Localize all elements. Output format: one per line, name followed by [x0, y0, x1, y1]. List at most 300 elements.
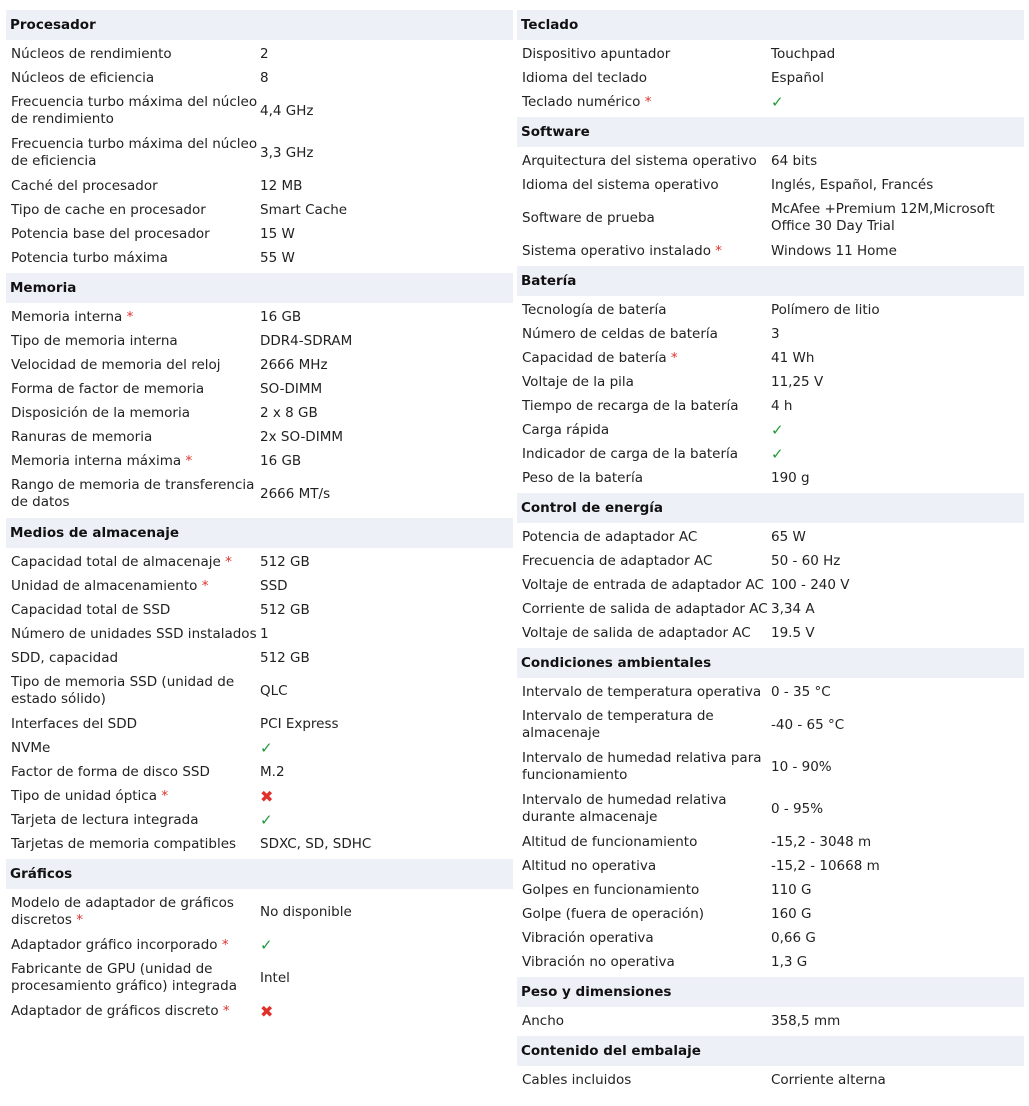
spec-rows [517, 40, 1024, 117]
spec-label-text: Tarjetas de memoria compatibles [11, 835, 237, 852]
spec-label-text: Intervalo de humedad relativa para funcionamiento [522, 750, 762, 783]
spec-row [6, 377, 513, 401]
left-column [6, 10, 513, 1026]
section-title: Contenido del embalaje [517, 1036, 1024, 1066]
spec-label [6, 178, 260, 195]
spec-row [517, 346, 1024, 370]
spec-row [6, 353, 513, 377]
spec-row [517, 149, 1024, 173]
spec-row [6, 222, 513, 246]
spec-value: 512 GB [260, 601, 310, 618]
spec-value: 50 - 60 Hz [771, 552, 841, 569]
spec-value: SSD [260, 577, 288, 594]
spec-value: 4,4 GHz [260, 102, 314, 119]
spec-row [6, 622, 513, 646]
spec-label-text: Tipo de memoria SSD (unidad de estado sólido) [11, 674, 235, 707]
spec-row [517, 680, 1024, 704]
spec-row [517, 1009, 1024, 1033]
spec-label-text: Núcleos de eficiencia [11, 69, 155, 86]
spec-row [6, 999, 513, 1023]
spec-label [6, 70, 260, 87]
spec-row [6, 832, 513, 856]
spec-label [517, 750, 771, 784]
spec-label [6, 477, 260, 511]
spec-label-text: Indicador de carga de la batería [522, 445, 739, 462]
spec-value: QLC [260, 682, 288, 699]
spec-row [517, 573, 1024, 597]
section-peso-y-dimensiones [517, 977, 1024, 1036]
spec-label [517, 553, 771, 570]
spec-value: Windows 11 Home [771, 242, 897, 259]
spec-row [6, 401, 513, 425]
spec-label [517, 302, 771, 319]
spec-row [517, 418, 1024, 442]
spec-label-text: Memoria interna [11, 308, 123, 325]
spec-value: 41 Wh [771, 349, 815, 366]
spec-value: No disponible [260, 903, 352, 920]
spec-value: 11,25 V [771, 373, 824, 390]
spec-label [517, 858, 771, 875]
spec-label-text: Sistema operativo instalado [522, 242, 711, 259]
spec-label-text: Voltaje de entrada de adaptador AC [522, 576, 764, 593]
spec-label [6, 895, 260, 929]
spec-row [517, 621, 1024, 645]
required-asterisk-icon: * [185, 452, 193, 469]
spec-label [6, 674, 260, 708]
spec-value: McAfee +Premium 12M,Microsoft Office 30 Day Trial [771, 201, 995, 234]
spec-label [517, 792, 771, 826]
spec-label [517, 70, 771, 87]
section-title: Software [517, 117, 1024, 147]
spec-label-text: Capacidad total de almacenaje [11, 553, 221, 570]
spec-row [517, 322, 1024, 346]
spec-label-text: Corriente de salida de adaptador AC [522, 600, 768, 617]
spec-value: 512 GB [260, 649, 310, 666]
spec-label-text: NVMe [11, 739, 51, 756]
spec-label [517, 326, 771, 343]
spec-row [6, 736, 513, 760]
spec-value: Touchpad [771, 45, 836, 62]
spec-value: 2 [260, 45, 269, 62]
spec-label-text: Interfaces del SDD [11, 715, 138, 732]
spec-label-text: Frecuencia turbo máxima del núcleo de eficiencia [11, 136, 258, 169]
spec-value: 1,3 G [771, 953, 808, 970]
required-asterisk-icon: * [670, 349, 678, 366]
spec-value: Polímero de litio [771, 301, 880, 318]
section-title: Condiciones ambientales [517, 648, 1024, 678]
spec-label-text: Potencia turbo máxima [11, 249, 168, 266]
spec-value: 190 g [771, 469, 810, 486]
spec-label [517, 577, 771, 594]
spec-label [517, 625, 771, 642]
spec-label-text: Intervalo de humedad relativa durante almacenaje [522, 792, 727, 825]
spec-row [6, 670, 513, 712]
spec-row [517, 90, 1024, 114]
spec-row [517, 66, 1024, 90]
spec-value: 19.5 V [771, 624, 815, 641]
section-condiciones-ambientales [517, 648, 1024, 977]
spec-row [6, 760, 513, 784]
spec-row [517, 466, 1024, 490]
spec-label-text: Frecuencia de adaptador AC [522, 552, 713, 569]
spec-label [6, 202, 260, 219]
spec-label [6, 429, 260, 446]
section-contenido-del-embalaje [517, 1036, 1024, 1095]
spec-label-text: Adaptador de gráficos discreto [11, 1002, 219, 1019]
spec-label-text: Potencia de adaptador AC [522, 528, 698, 545]
spec-row [6, 712, 513, 736]
spec-label [517, 684, 771, 701]
spec-value: 10 - 90% [771, 758, 832, 775]
spec-label-text: Número de unidades SSD instalados [11, 625, 257, 642]
spec-label [6, 740, 260, 757]
spec-label-text: Disposición de la memoria [11, 404, 190, 421]
spec-value: 0 - 35 °C [771, 683, 831, 700]
required-asterisk-icon: * [201, 577, 209, 594]
spec-value: 2 x 8 GB [260, 404, 318, 421]
required-asterisk-icon: * [126, 308, 134, 325]
spec-label-text: Voltaje de la pila [522, 373, 634, 390]
spec-rows [6, 889, 513, 1026]
spec-label-text: Altitud de funcionamiento [522, 833, 698, 850]
spec-label-text: Núcleos de rendimiento [11, 45, 172, 62]
spec-value: M.2 [260, 763, 285, 780]
spec-label-text: Vibración operativa [522, 929, 654, 946]
spec-value: Español [771, 69, 824, 86]
spec-label-text: Modelo de adaptador de gráficos discretos [11, 895, 234, 928]
spec-value: 8 [260, 69, 269, 86]
spec-row [517, 854, 1024, 878]
spec-row [6, 174, 513, 198]
spec-label-text: Tipo de memoria interna [11, 332, 178, 349]
spec-label-text: Intervalo de temperatura operativa [522, 683, 762, 700]
spec-rows [6, 548, 513, 859]
spec-value: Intel [260, 969, 290, 986]
spec-row [517, 549, 1024, 573]
spec-row [517, 950, 1024, 974]
spec-label-text: Altitud no operativa [522, 857, 657, 874]
required-asterisk-icon: * [221, 936, 229, 953]
spec-label [6, 788, 260, 805]
spec-label-text: Frecuencia turbo máxima del núcleo de rendimiento [11, 94, 258, 127]
spec-row [517, 370, 1024, 394]
spec-row [6, 574, 513, 598]
spec-label [6, 716, 260, 733]
spec-label [6, 1003, 260, 1020]
spec-label [517, 529, 771, 546]
spec-label [517, 210, 771, 227]
spec-label-text: Golpe (fuera de operación) [522, 905, 705, 922]
spec-label-text: Ancho [522, 1012, 565, 1029]
check-icon: ✓ [260, 810, 273, 829]
spec-value: SO-DIMM [260, 380, 323, 397]
spec-row [6, 305, 513, 329]
spec-row [517, 298, 1024, 322]
spec-row [517, 173, 1024, 197]
spec-label [517, 708, 771, 742]
spec-label [517, 422, 771, 439]
spec-row [6, 42, 513, 66]
spec-row [517, 525, 1024, 549]
section-graficos [6, 859, 513, 1026]
section-medios-de-almacenaje [6, 518, 513, 859]
spec-row [517, 239, 1024, 263]
spec-label-text: Unidad de almacenamiento [11, 577, 198, 594]
spec-label [6, 94, 260, 128]
spec-label-text: Tiempo de recarga de la batería [522, 397, 739, 414]
spec-value: 0,66 G [771, 929, 816, 946]
spec-value: 1 [260, 625, 269, 642]
spec-value: PCI Express [260, 715, 339, 732]
right-column [517, 10, 1024, 1095]
check-icon: ✓ [260, 935, 273, 954]
spec-row [6, 891, 513, 933]
spec-value: 0 - 95% [771, 800, 824, 817]
spec-label-text: Potencia base del procesador [11, 225, 210, 242]
spec-row [6, 329, 513, 353]
spec-value: Smart Cache [260, 201, 348, 218]
spec-value: 16 GB [260, 308, 302, 325]
spec-label-text: Vibración no operativa [522, 953, 675, 970]
spec-label [517, 177, 771, 194]
spec-value: -15,2 - 3048 m [771, 833, 872, 850]
spec-label-text: Fabricante de GPU (unidad de procesamiento gráfico) integrada [11, 961, 237, 994]
section-title: Medios de almacenaje [6, 518, 513, 548]
spec-label [517, 906, 771, 923]
spec-label [517, 94, 771, 111]
spec-row [6, 246, 513, 270]
section-title: Gráficos [6, 859, 513, 889]
required-asterisk-icon: * [222, 1002, 230, 1019]
spec-label [6, 250, 260, 267]
spec-row [6, 473, 513, 515]
spec-label [517, 834, 771, 851]
spec-value: -40 - 65 °C [771, 716, 845, 733]
spec-label-text: Velocidad de memoria del reloj [11, 356, 221, 373]
spec-label [6, 46, 260, 63]
spec-row [6, 646, 513, 670]
spec-label-text: Ranuras de memoria [11, 428, 153, 445]
spec-label [6, 626, 260, 643]
section-title: Batería [517, 266, 1024, 296]
spec-value: 512 GB [260, 553, 310, 570]
spec-row [6, 933, 513, 957]
spec-rows [6, 303, 513, 518]
spec-label-text: Idioma del teclado [522, 69, 648, 86]
spec-label-text: Arquitectura del sistema operativo [522, 152, 757, 169]
spec-row [517, 394, 1024, 418]
spec-label [517, 954, 771, 971]
spec-label-text: Tipo de cache en procesador [11, 201, 206, 218]
spec-label [517, 470, 771, 487]
spec-label [6, 333, 260, 350]
spec-label [6, 453, 260, 470]
spec-value: 55 W [260, 249, 295, 266]
spec-label [6, 650, 260, 667]
spec-row [517, 878, 1024, 902]
spec-label [6, 554, 260, 571]
required-asterisk-icon: * [161, 787, 169, 804]
spec-label-text: Número de celdas de batería [522, 325, 718, 342]
spec-value: 2666 MT/s [260, 485, 331, 502]
spec-value: DDR4-SDRAM [260, 332, 353, 349]
spec-row [6, 132, 513, 174]
spec-label [517, 882, 771, 899]
spec-label [517, 398, 771, 415]
spec-label-text: Peso de la batería [522, 469, 644, 486]
spec-label [6, 357, 260, 374]
spec-row [6, 449, 513, 473]
spec-value: 3 [771, 325, 780, 342]
spec-row [6, 784, 513, 808]
spec-value: 64 bits [771, 152, 818, 169]
spec-label [517, 1013, 771, 1030]
spec-label [6, 836, 260, 853]
spec-label [6, 764, 260, 781]
section-teclado [517, 10, 1024, 117]
spec-row [6, 550, 513, 574]
spec-value: 358,5 mm [771, 1012, 841, 1029]
spec-row [6, 198, 513, 222]
spec-label-text: Carga rápida [522, 421, 610, 438]
required-asterisk-icon: * [76, 912, 83, 928]
spec-label-text: Factor de forma de disco SSD [11, 763, 210, 780]
spec-rows [517, 523, 1024, 648]
section-memoria [6, 273, 513, 518]
section-title: Procesador [6, 10, 513, 40]
check-icon: ✓ [771, 420, 784, 439]
spec-label-text: Intervalo de temperatura de almacenaje [522, 708, 714, 741]
spec-rows [517, 1066, 1024, 1095]
section-title: Control de energía [517, 493, 1024, 523]
spec-row [517, 197, 1024, 239]
spec-label [517, 153, 771, 170]
spec-row [517, 704, 1024, 746]
cross-icon: ✖ [260, 1001, 274, 1021]
spec-label-text: Capacidad de batería [522, 349, 667, 366]
spec-rows [517, 678, 1024, 977]
spec-label-text: Dispositivo apuntador [522, 45, 671, 62]
spec-row [517, 830, 1024, 854]
spec-value: Corriente alterna [771, 1071, 886, 1088]
spec-value: -15,2 - 10668 m [771, 857, 880, 874]
spec-label [517, 930, 771, 947]
section-procesador [6, 10, 513, 273]
spec-label-text: Teclado numérico [522, 93, 641, 110]
spec-label-text: SDD, capacidad [11, 649, 119, 666]
spec-label [6, 812, 260, 829]
spec-row [6, 598, 513, 622]
spec-value: 160 G [771, 905, 812, 922]
spec-value: 3,3 GHz [260, 144, 314, 161]
spec-value: 65 W [771, 528, 806, 545]
spec-row [6, 808, 513, 832]
spec-label [517, 374, 771, 391]
spec-value: SDXC, SD, SDHC [260, 835, 372, 852]
spec-label [6, 309, 260, 326]
spec-row [517, 442, 1024, 466]
spec-label-text: Tipo de unidad óptica [11, 787, 158, 804]
spec-label-text: Rango de memoria de transferencia de datos [11, 477, 255, 510]
spec-value: 12 MB [260, 177, 303, 194]
spec-label [6, 578, 260, 595]
spec-row [6, 957, 513, 999]
spec-label [517, 243, 771, 260]
spec-label [6, 937, 260, 954]
spec-value: 15 W [260, 225, 295, 242]
spec-row [517, 746, 1024, 788]
spec-value: 16 GB [260, 452, 302, 469]
required-asterisk-icon: * [644, 93, 652, 110]
spec-row [517, 926, 1024, 950]
section-software [517, 117, 1024, 266]
spec-value: 100 - 240 V [771, 576, 850, 593]
spec-label-text: Software de prueba [522, 209, 655, 226]
spec-label-text: Forma de factor de memoria [11, 380, 205, 397]
spec-label [6, 226, 260, 243]
spec-label [517, 350, 771, 367]
spec-label [517, 46, 771, 63]
spec-label-text: Idioma del sistema operativo [522, 176, 719, 193]
spec-rows [517, 296, 1024, 493]
cross-icon: ✖ [260, 786, 274, 806]
spec-row [517, 42, 1024, 66]
required-asterisk-icon: * [225, 553, 232, 570]
spec-value: 110 G [771, 881, 812, 898]
check-icon: ✓ [260, 738, 273, 757]
check-icon: ✓ [771, 444, 784, 463]
spec-label-text: Capacidad total de SSD [11, 601, 171, 618]
spec-value: Inglés, Español, Francés [771, 176, 934, 193]
spec-row [517, 902, 1024, 926]
spec-label-text: Golpes en funcionamiento [522, 881, 700, 898]
spec-row [517, 597, 1024, 621]
spec-rows [517, 147, 1024, 266]
section-title: Teclado [517, 10, 1024, 40]
spec-label-text: Caché del procesador [11, 177, 158, 194]
section-title: Memoria [6, 273, 513, 303]
spec-label-text: Cables incluidos [522, 1071, 632, 1088]
spec-row [6, 425, 513, 449]
spec-label-text: Memoria interna máxima [11, 452, 182, 469]
spec-label [6, 961, 260, 995]
spec-label-text: Voltaje de salida de adaptador AC [522, 624, 751, 641]
check-icon: ✓ [771, 92, 784, 111]
spec-label-text: Tarjeta de lectura integrada [11, 811, 199, 828]
spec-label [517, 601, 771, 618]
spec-label [6, 381, 260, 398]
spec-rows [517, 1007, 1024, 1036]
spec-value: 3,34 A [771, 600, 815, 617]
spec-label [517, 1072, 771, 1089]
spec-label-text: Tecnología de batería [522, 301, 667, 318]
spec-rows [6, 40, 513, 273]
spec-label-text: Adaptador gráfico incorporado [11, 936, 218, 953]
spec-label [517, 446, 771, 463]
spec-value: 4 h [771, 397, 793, 414]
section-title: Peso y dimensiones [517, 977, 1024, 1007]
spec-row [6, 90, 513, 132]
spec-label [6, 602, 260, 619]
required-asterisk-icon: * [715, 242, 723, 259]
spec-label [6, 405, 260, 422]
spec-value: 2666 MHz [260, 356, 328, 373]
spec-label [6, 136, 260, 170]
spec-value: 2x SO-DIMM [260, 428, 343, 445]
section-control-de-energia [517, 493, 1024, 648]
spec-row [517, 788, 1024, 830]
section-bateria [517, 266, 1024, 493]
